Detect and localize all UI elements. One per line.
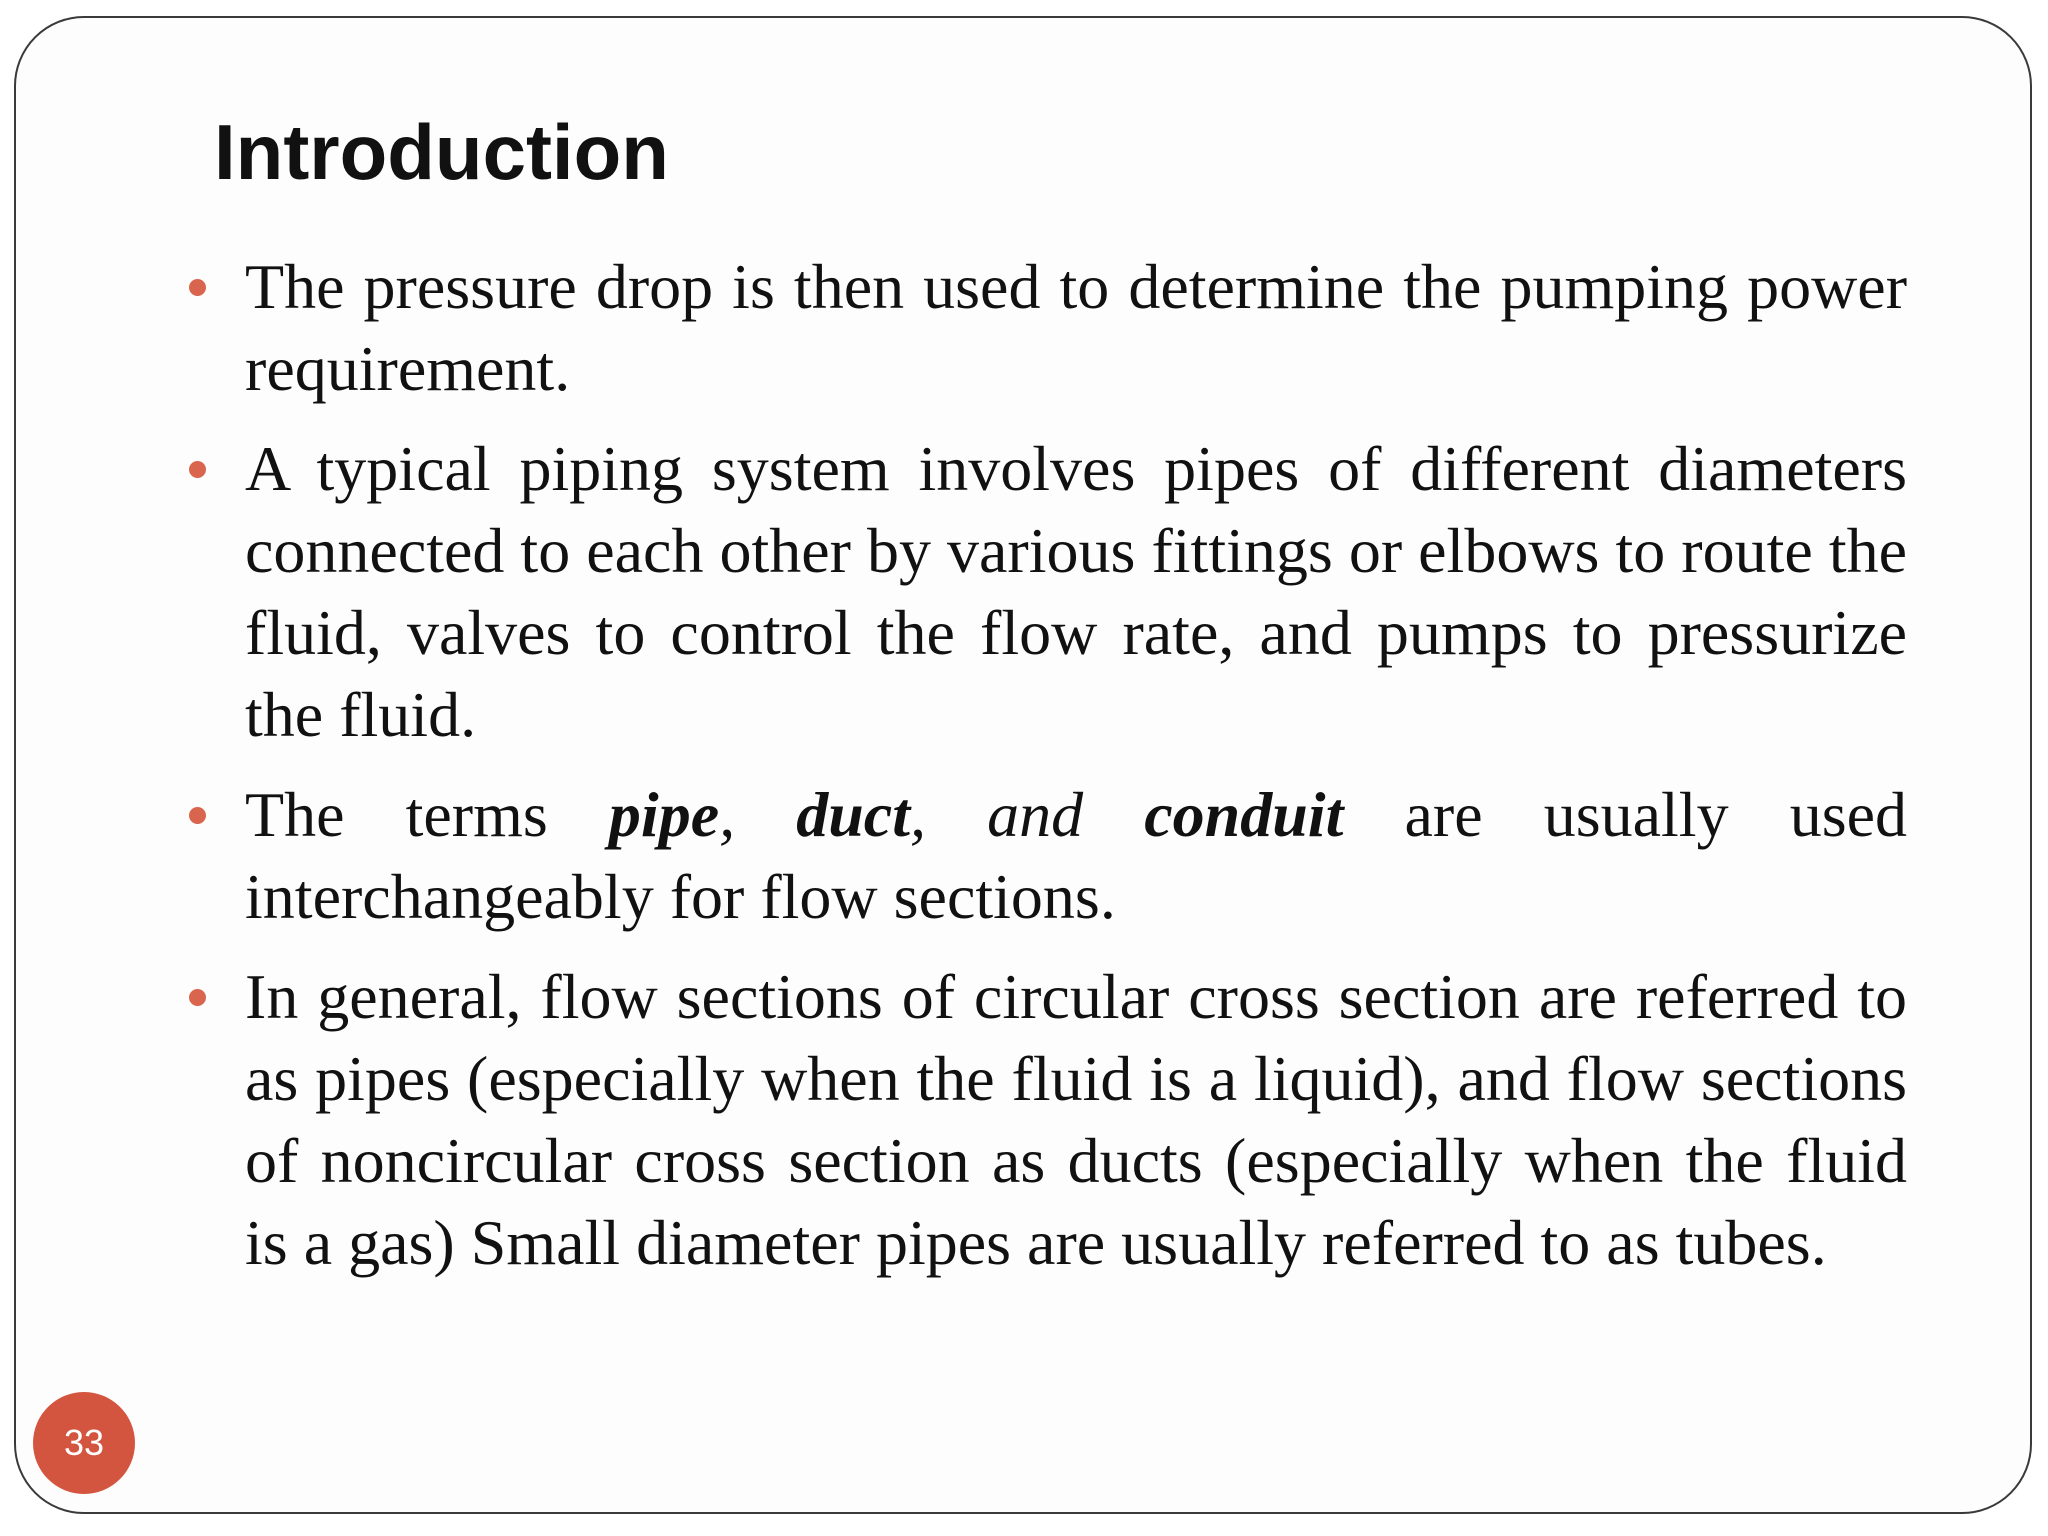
bullet-dot-icon (189, 807, 206, 824)
bullet-dot-icon (189, 461, 206, 478)
bullet-text: In general, flow sections of circular cross section are referred to as pipes (especially when the fluid is a liquid), and flow sections of noncircular cross section as ducts (especially when the fluid is a gas) Small diameter pipes are usually referred to as tubes. (245, 961, 1907, 1278)
bullet-item (245, 956, 1907, 1284)
slide-frame (14, 16, 2032, 1514)
term-pipe: pipe (608, 779, 720, 850)
bullet-text-suffix: are usually used interchangeably for flow sections. (245, 779, 1907, 932)
bullet-dot-icon (189, 989, 206, 1006)
page-number-badge: 33 (33, 1392, 135, 1494)
bullet-text: The pressure drop is then used to determine the pumping power requirement. (245, 251, 1907, 404)
bullet-text: A typical piping system involves pipes of different diameters connected to each other by various fittings or elbows to route the fluid, valves to control the flow rate, and pumps to pressurize the fluid. (245, 433, 1907, 750)
term-duct: duct (796, 779, 910, 850)
bullet-item (245, 774, 1907, 938)
bullet-item (245, 246, 1907, 410)
term-and: and (987, 779, 1084, 850)
term-separator (1083, 779, 1144, 850)
bullet-list (245, 246, 1907, 1302)
slide-title: Introduction (214, 108, 669, 196)
term-conduit: conduit (1144, 779, 1344, 850)
term-separator: , (719, 779, 797, 850)
bullet-text-prefix: The terms (245, 779, 609, 850)
bullet-dot-icon (189, 279, 206, 296)
term-separator: , (909, 779, 988, 850)
bullet-item (245, 428, 1907, 756)
